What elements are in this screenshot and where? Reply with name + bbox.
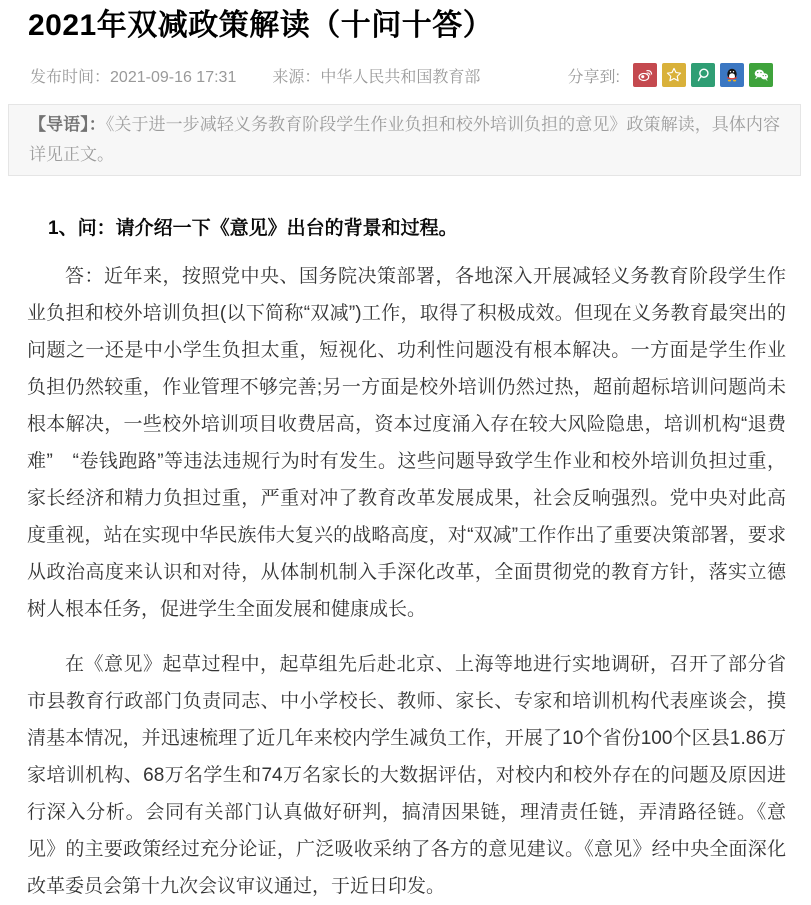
qq-share-icon[interactable] [720, 63, 744, 87]
tencent-weibo-share-icon[interactable] [691, 63, 715, 87]
qq-penguin-icon [723, 66, 741, 84]
article-body [0, 216, 811, 905]
qzone-share-icon[interactable] [662, 63, 686, 87]
article-meta [30, 62, 773, 88]
question-heading-1: 1、问：请介绍一下《意见》出台的背景和过程。 [48, 218, 458, 239]
publish-time-value: 2021-09-16 17:31 [110, 68, 237, 86]
publish-time-label: 发布时间： [30, 68, 111, 86]
source-value: 中华人民共和国教育部 [320, 68, 481, 86]
intro-label: 【导语】： [29, 115, 106, 134]
share-label: 分享到: [567, 68, 620, 86]
weibo-logo-glyph [636, 66, 654, 84]
wechat-share-icon[interactable] [749, 63, 773, 87]
answer-paragraph-2: 在《意见》起草过程中，起草组先后赴北京、上海等地进行实地调研，召开了部分省市县教育行政部门负责同志、中小学校长、教师、家长、专家和培训机构代表座谈会，摸清基本情况，并迅速梳理了近几年来校内学生减负工作，开展了10个省份100个区县1.86万家培训机构、68万名学生和74万名家长的大数据评估，对校内和校外存在的问题及原因进行深入分析。会同有关部门认真做好研判，搞清因果链，理清责任链，弄清路径链。《意见》的主要政策经过充分论证，广泛吸收采纳了各方的意见建议。《意见》经中央全面深化改革委员会第十九次会议审议通过，于近日印发。 [27, 654, 786, 897]
share-bar [568, 63, 773, 87]
ring-tail-icon [694, 66, 712, 84]
publish-time [30, 64, 236, 87]
intro-box [8, 104, 801, 176]
page-title: 2021年双减政策解读（十问十答） [28, 9, 494, 42]
source-label: 来源： [272, 68, 321, 86]
source [272, 64, 480, 87]
article-page [0, 6, 811, 905]
weibo-share-icon[interactable] [633, 63, 657, 87]
intro-text: 《关于进一步减轻义务教育阶段学生作业负担和校外培训负担的意见》政策解读，具体内容详见正文。 [29, 115, 781, 164]
wechat-bubbles-icon [752, 66, 770, 84]
answer-paragraph-1: 答：近年来，按照党中央、国务院决策部署，各地深入开展减轻义务教育阶段学生作业负担和校外培训负担(以下简称“双减”)工作，取得了积极成效。但现在义务教育最突出的问题之一还是中小学生负担太重，短视化、功利性问题没有根本解决。一方面是学生作业负担仍然较重，作业管理不够完善;另一方面是校外培训仍然过热，超前超标培训问题尚未根本解决，一些校外培训项目收费居高，资本过度涌入存在较大风险隐患，培训机构“退费难” “卷钱跑路”等违法违规行为时有发生。这些问题导致学生作业和校外培训负担过重，家长经济和精力负担过重，严重对冲了教育改革发展成果，社会反响强烈。党中央对此高度重视，站在实现中华民族伟大复兴的战略高度，对“双减”工作作出了重要决策部署，要求从政治高度来认识和对待，从体制机制入手深化改革，全面贯彻党的教育方针，落实立德树人根本任务，促进学生全面发展和健康成长。 [27, 266, 786, 620]
star-icon [665, 66, 683, 84]
